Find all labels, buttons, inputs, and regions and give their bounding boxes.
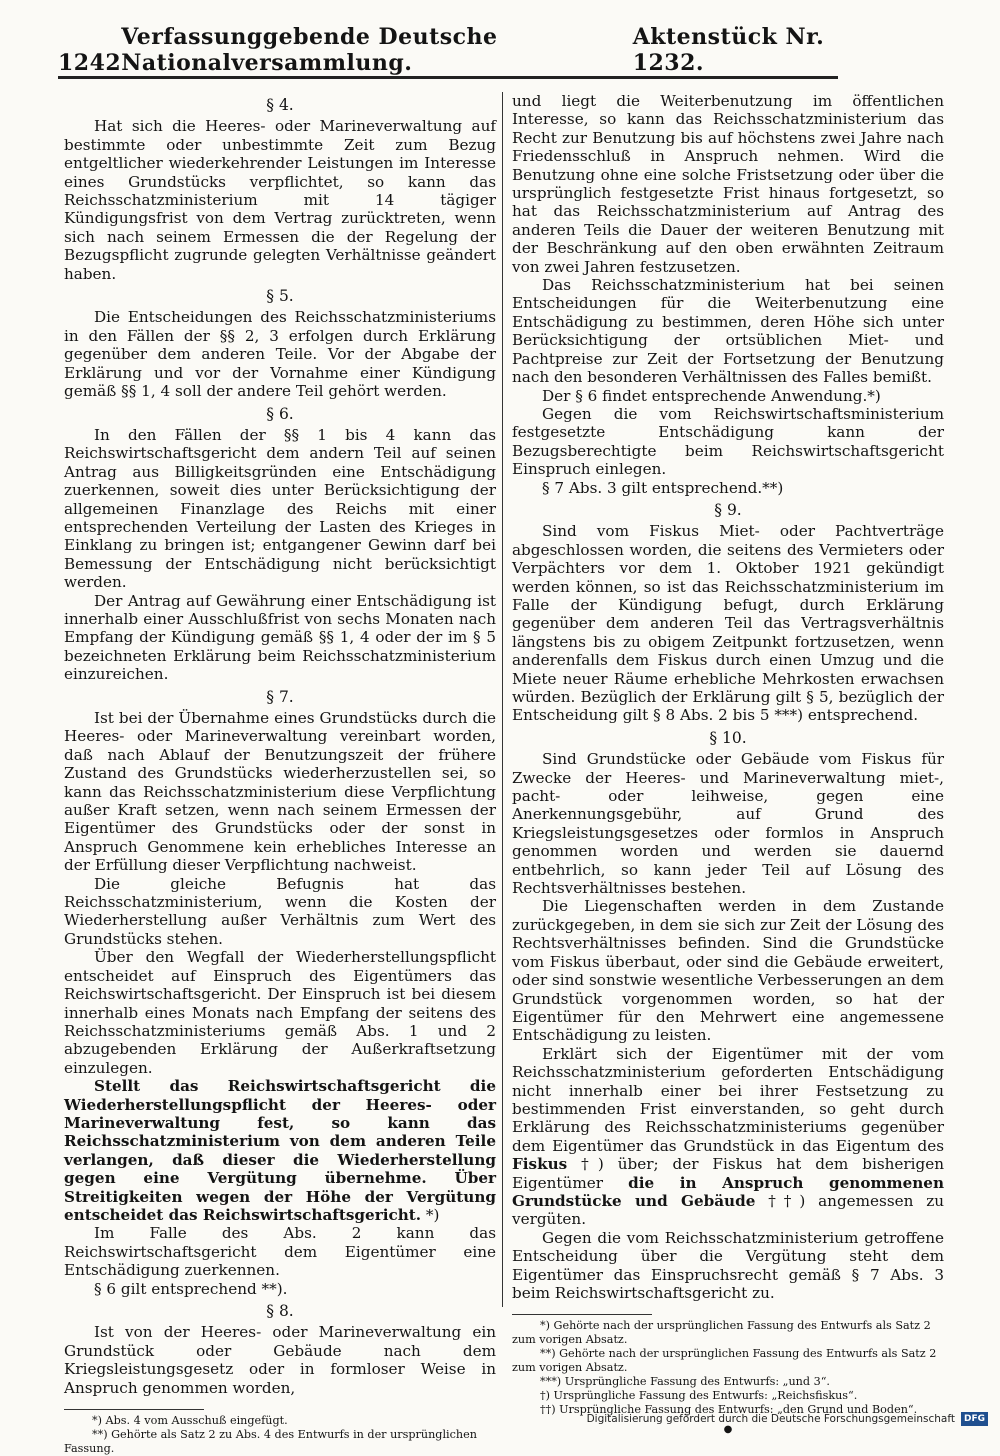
footnote: *) Abs. 4 vom Ausschuß eingefügt. <box>92 1414 288 1428</box>
bold-inserted-text: Stellt das Reichswirtschaftsgericht die Wiederherstellungspflicht der Heeres- oder Marineverwaltung fest, so kann das Reichsschatzministerium von dem anderen Teile verlangen, daß dieser die Wiederherstellung gegen eine Vergütung übernehme. Über Streitigkeiten wegen der Höhe der Vergütung entscheidet das Reichswirtschaftsgericht. <box>64 1077 496 1224</box>
paragraph: Sind Grundstücke oder Gebäude vom Fiskus für Zwecke der Heeres- und Marineverwaltung miet-, pacht- oder leihweise, gegen eine Anerkennungsgebühr, auf Grund des Kriegsleistungsgesetzes oder formlos in Anspruch genommen worden und werden sie dauernd entbehrlich, so kann jeder Teil auf Lösung des Rechtsverhältnisses bestehen. <box>512 750 944 898</box>
footnote-rule <box>64 1409 204 1410</box>
paragraph: Der Antrag auf Gewährung einer Entschädigung ist innerhalb einer Ausschlußfrist von sechs Monaten nach Empfang der Kündigung gemäß §§ 1, 4 oder der im § 5 bezeichneten Erklärung beim Reichsschatzministerium einzureichen. <box>64 591 496 684</box>
section-heading: § 8. <box>266 1302 294 1320</box>
section-heading: § 4. <box>266 96 294 114</box>
paragraph: Im Falle des Abs. 2 kann das Reichswirtschaftsgericht dem Eigentümer eine Entschädigung zuerkennen. <box>64 1224 496 1280</box>
left-column <box>64 92 496 1456</box>
paragraph: § 6 gilt entsprechend **). <box>94 1279 288 1298</box>
paragraph: Über den Wegfall der Wiederherstellungspflicht entscheidet auf Einspruch des Eigentümers das Reichswirtschaftsgericht. Der Einspruch ist bei diesem innerhalb eines Monats nach Empfang der seitens des Reichsschatzministeriums gemäß Abs. 1 und 2 abzugebenden Erklärung der Außerkraftsetzung einzulegen. <box>64 948 496 1077</box>
footnote: *) Gehörte nach der ursprünglichen Fassung des Entwurfs als Satz 2 zum vorigen Absatz. <box>512 1319 931 1347</box>
section-heading: § 6. <box>266 404 294 423</box>
section-heading: § 10. <box>709 728 747 747</box>
footnote-marker: *) <box>421 1205 440 1224</box>
paragraph: Hat sich die Heeres- oder Marineverwaltung auf bestimmte oder unbestimmte Zeit zum Bezug entgeltlicher wiederkehrender Leistungen im Interesse eines Grundstücks verpflichtet, so kann das Reichsschatzministerium mit 14 tägiger Kündigungsfrist von dem Vertrag zurücktreten, wenn sich nach seinem Ermessen die der Regelung der Bezugspflicht zugrunde gelegten Verhältnisse geändert haben. <box>64 117 496 283</box>
paragraph: Die gleiche Befugnis hat das Reichsschatzministerium, wenn die Kosten der Wiederherstellung außer Verhältnis zum Wert des Grundstücks stehen. <box>64 874 496 948</box>
bold-text-run: die in Anspruch genommenen Grundstücke und Gebäude <box>512 1173 944 1210</box>
paragraph: Ist von der Heeres- oder Marineverwaltung ein Grundstück oder Gebäude nach dem Kriegsleistungsgesetz oder in formloser Weise in Anspruch genommen worden, <box>64 1323 496 1397</box>
paragraph: Gegen die vom Reichswirtschaftsministerium festgesetzte Entschädigung kann der Bezugsberechtigte beim Reichswirtschaftsgericht Einspruch einlegen. <box>512 404 944 479</box>
paragraph <box>512 1045 944 1229</box>
footnote: ***) Ursprüngliche Fassung des Entwurfs: „und 3“. <box>540 1375 830 1389</box>
footnote: **) Gehörte als Satz 2 zu Abs. 4 des Entwurfs in der ursprünglichen Fassung. <box>64 1428 477 1456</box>
text-run: Erklärt sich der Eigentümer mit der vom Reichsschatzministerium geforderten Entschädigung nicht innerhalb einer bei ihrer Festsetzung zu bestimmenden Frist einverstanden, so geht durch Erklärung des Reichsschatzministeriums gegenüber dem Eigentümer das Grundstück in das Eigentum des <box>512 1044 944 1155</box>
text-run: ††) angemessen zu vergüten. <box>512 1191 944 1229</box>
digitization-credit <box>587 1412 988 1426</box>
paragraph: Gegen die vom Reichsschatzministerium getroffene Entscheidung über die Vergütung steht dem Eigentümer das Einspruchsrecht gemäß § 7 Abs. 3 beim Reichswirtschaftsgericht zu. <box>512 1228 944 1302</box>
paragraph: In den Fällen der §§ 1 bis 4 kann das Reichswirtschaftsgericht dem andern Teil auf seinen Antrag aus Billigkeitsgründen eine Entschädigung zuerkennen, soweit dies unter Berücksichtigung der allgemeinen Finanzlage des Reichs mit einer entsprechenden Verteilung der Lasten des Krieges in Einklang zu bringen ist; entgangener Gewinn darf bei Bemessung der Entschädigung nicht berücksichtigt werden. <box>64 425 496 592</box>
publication-title: Verfassunggebende Deutsche Nationalversammlung. <box>121 24 498 76</box>
paragraph: Die Entscheidungen des Reichsschatzministeriums in den Fällen der §§ 2, 3 erfolgen durch Erklärung gegenüber dem anderen Teile. Vor der Abgabe der Erklärung und vor der Vornahme einer Kündigung gemäß §§ 1, 4 soll der andere Teil gehört werden. <box>64 308 496 401</box>
text-run: †) über; der Fiskus hat dem bisherigen Eigentümer <box>512 1155 944 1192</box>
bullet-mark: ● <box>723 1424 733 1436</box>
page-number: 1242 <box>58 50 122 76</box>
footnote: †) Ursprüngliche Fassung des Entwurfs: „Reichsfiskus“. <box>540 1389 858 1403</box>
paragraph: § 7 Abs. 3 gilt entsprechend.**) <box>542 478 784 497</box>
paragraph: Ist bei der Übernahme eines Grundstücks durch die Heeres- oder Marineverwaltung vereinbart worden, daß nach Ablauf der Benutzungszeit der frühere Zustand des Grundstücks wiederherzustellen sei, so kann das Reichsschatzministerium diese Verpflichtung außer Kraft setzen, wenn nach seinem Ermessen der Eigentümer des Grundstücks oder der sonst in Anspruch Genommene kein erhebliches Interesse an der Erfüllung dieser Verpflichtung nachweist. <box>64 709 496 875</box>
document-reference: Aktenstück Nr. 1232. <box>632 24 825 76</box>
paragraph: Die Liegenschaften werden in dem Zustande zurückgegeben, in dem sie sich zur Zeit der Lösung des Rechtsverhältnisses befinden. Sind die Grundstücke vom Fiskus überbaut, oder sind die Gebäude erweitert, oder sind sonstwie wesentliche Verbesserungen an dem Grundstück vorgenommen worden, so hat der Eigentümer für den Mehrwert eine angemessene Entschädigung zu leisten. <box>512 897 944 1045</box>
section-heading: § 5. <box>266 287 294 306</box>
footnote-rule <box>512 1314 652 1315</box>
paragraph: Das Reichsschatzministerium hat bei seinen Entscheidungen für die Weiterbenutzung eine Entschädigung zu bestimmen, deren Höhe sich unter Berücksichtigung der ortsüblichen Miet- und Pachtpreise zur Zeit der Fortsetzung der Benutzung nach den besonderen Verhältnissen des Falles bemißt. <box>512 276 944 387</box>
column-divider <box>502 92 503 1307</box>
footnote: **) Gehörte nach der ursprünglichen Fassung des Entwurfs als Satz 2 zum vorigen Absatz. <box>512 1347 937 1375</box>
paragraph: Sind vom Fiskus Miet- oder Pachtverträge abgeschlossen worden, die seitens des Vermieters oder Verpächters vor dem 1. Oktober 1921 gekündigt werden können, so ist das Reichsschatzministerium im Falle der Kündigung befugt, durch Erklärung gegenüber dem anderen Teil das Vertragsverhältnis längstens bis zu obigem Zeitpunkt fortzusetzen, wenn anderenfalls dem Fiskus durch einen Umzug und die Miete neuer Räume erhebliche Mehrkosten erwachsen würden. Bezüglich der Erklärung gilt § 5, bezüglich der Entscheidung gilt § 8 Abs. 2 bis 5 ***) entsprechend. <box>512 522 944 725</box>
credit-text: Digitalisierung gefördert durch die Deutsche Forschungsgemeinschaft <box>586 1413 955 1425</box>
page-header <box>58 24 838 79</box>
paragraph: Der § 6 findet entsprechende Anwendung.*) <box>542 386 881 405</box>
section-heading: § 9. <box>714 500 742 519</box>
paragraph: und liegt die Weiterbenutzung im öffentlichen Interesse, so kann das Reichsschatzministerium das Recht zur Benutzung bis auf höchstens zwei Jahre nach Friedensschluß in Anspruch nehmen. Wird die Benutzung ohne eine solche Fristsetzung oder über die ursprünglich festgesetzte Frist hinaus fortgesetzt, so hat das Reichsschatzministerium auf Antrag des anderen Teils die Dauer der weiteren Benutzung mit der Beschränkung auf den oben erwähnten Zeitraum von zwei Jahren festzusetzen. <box>512 92 944 276</box>
section-heading: § 7. <box>266 687 294 706</box>
footnote: ††) Ursprüngliche Fassung des Entwurfs: „den Grund und Boden“. <box>540 1403 918 1417</box>
dfg-logo: DFG <box>961 1412 988 1426</box>
bold-text-run: Fiskus <box>512 1155 568 1174</box>
paragraph <box>64 1077 496 1224</box>
